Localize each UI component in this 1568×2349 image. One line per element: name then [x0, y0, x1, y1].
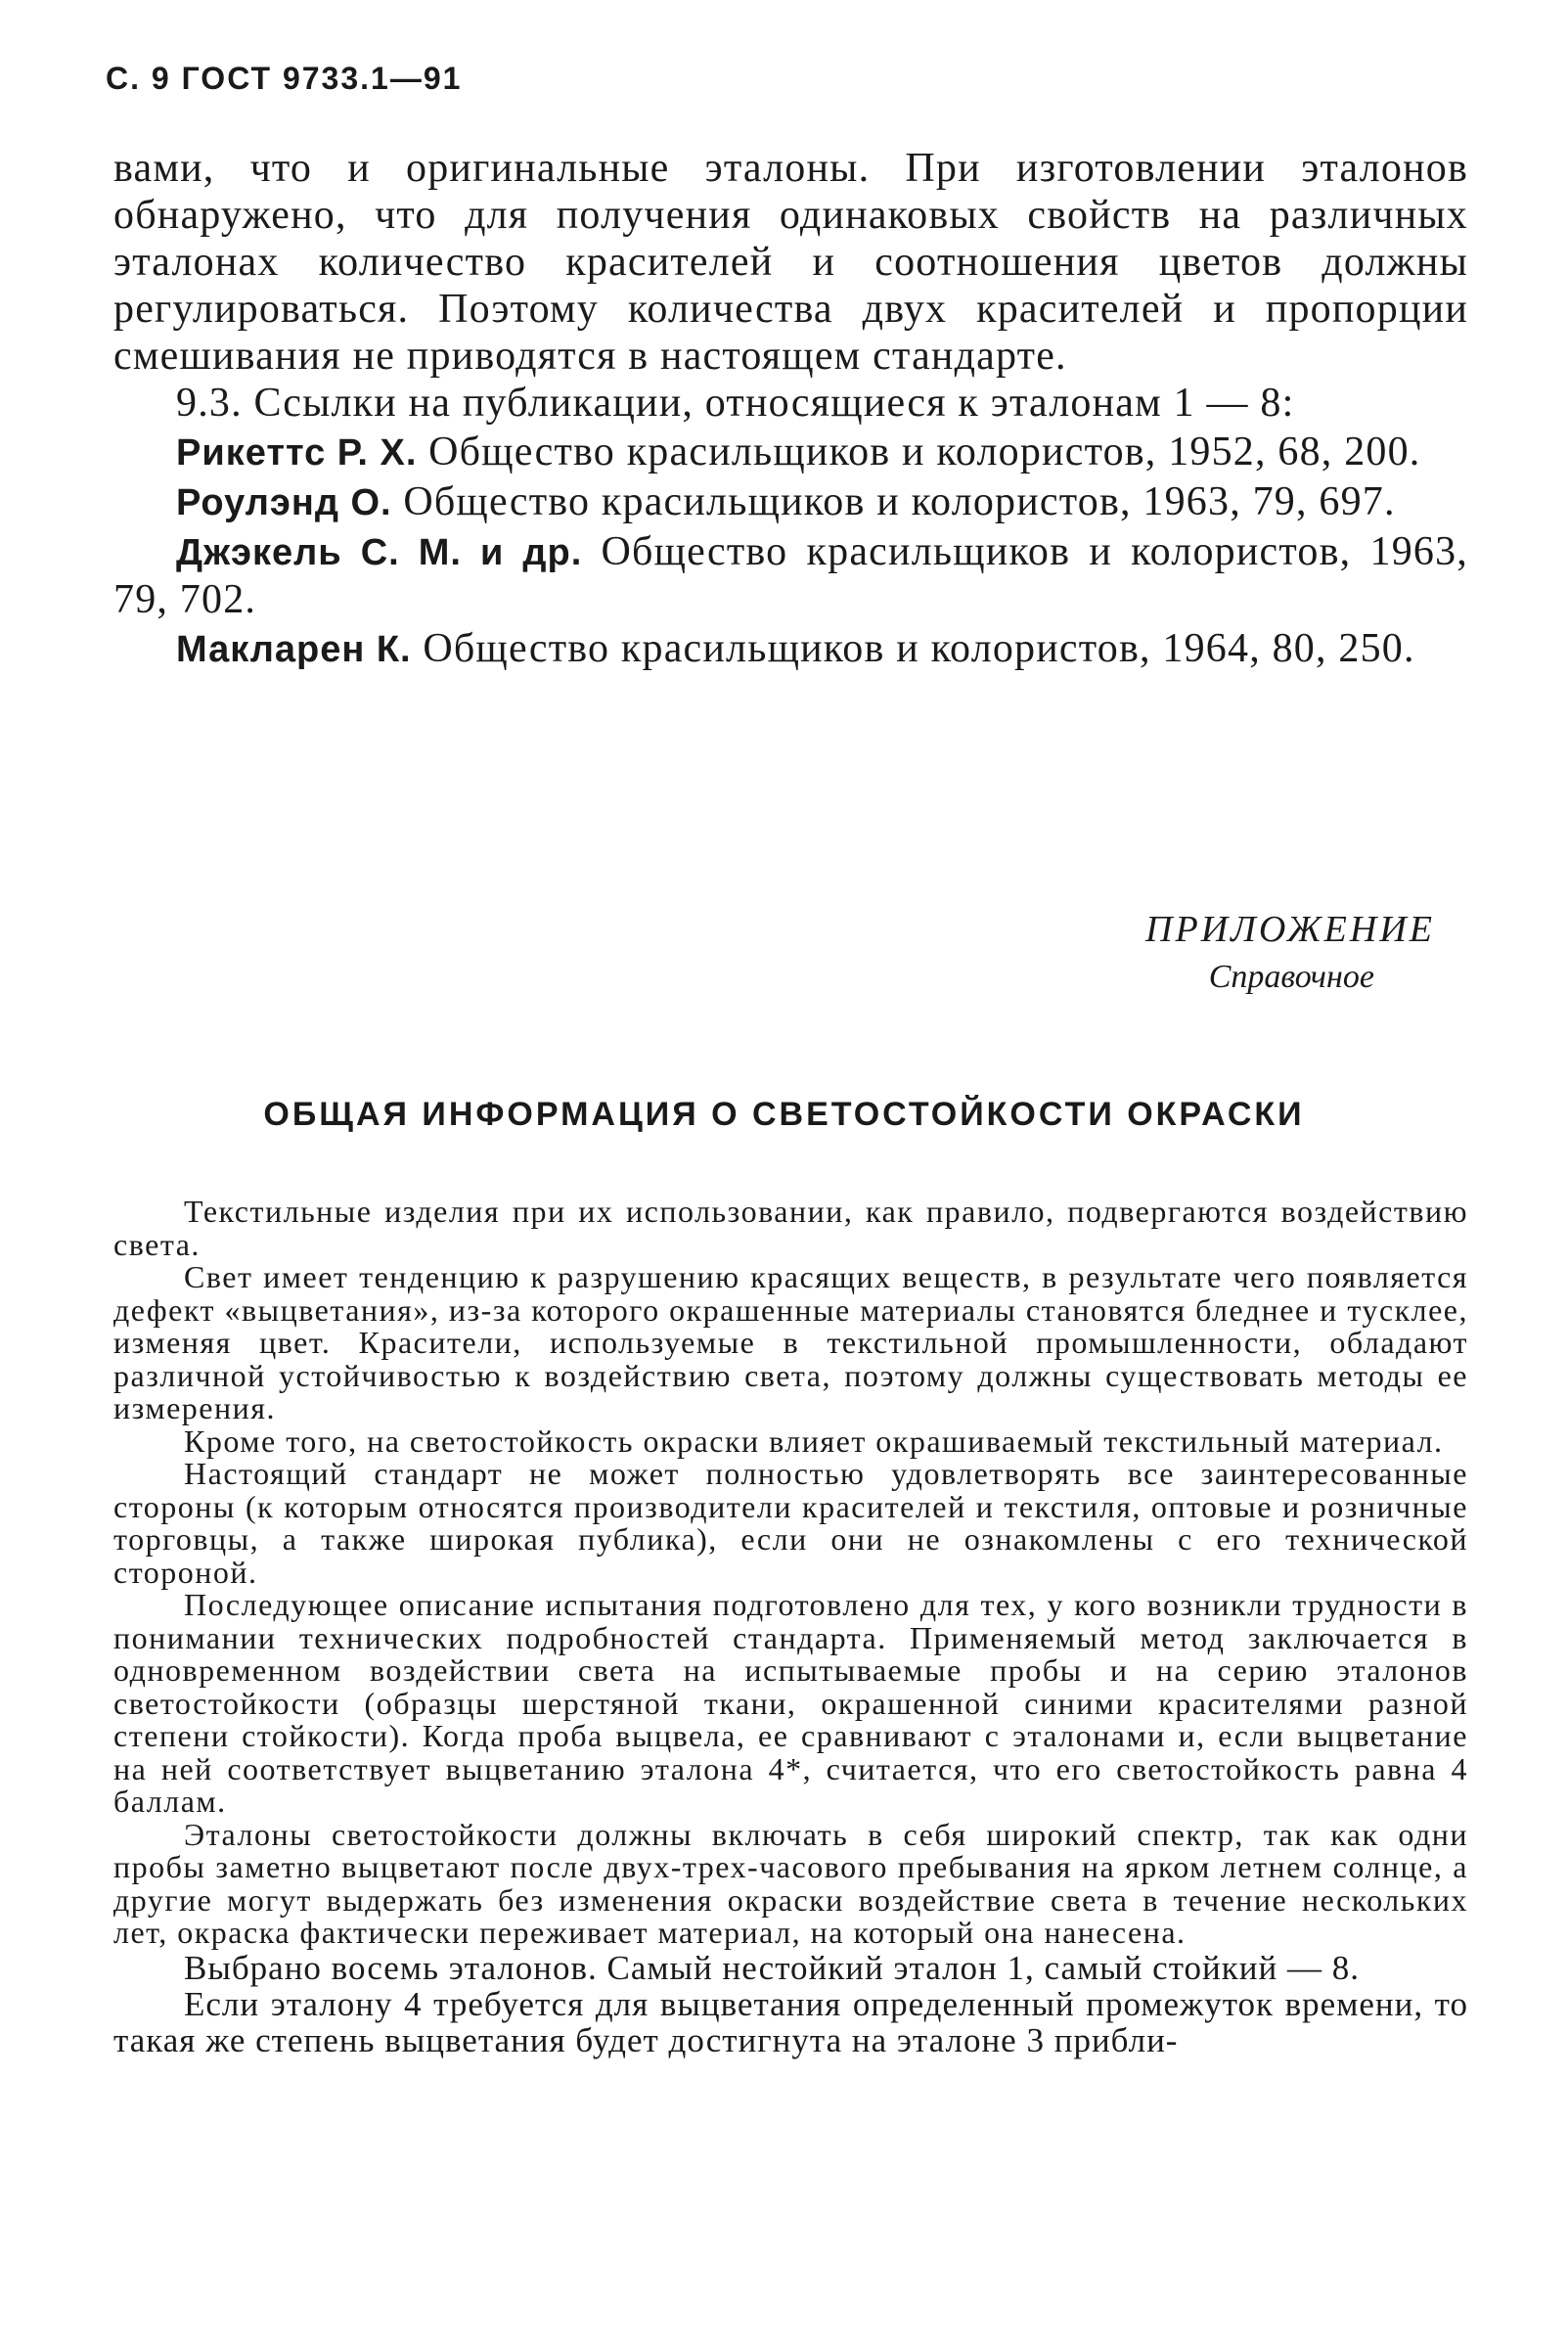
- reference-text: Общество красильщиков и колористов, 1952, 68, 200.: [417, 429, 1421, 474]
- reference-item: [113, 478, 1468, 526]
- body-paragraph: Кроме того, на светостойкость окраски влияет окрашиваемый текстильный материал.: [184, 1423, 1444, 1459]
- reference-text: Общество красильщиков и колористов, 1963, 79, 697.: [391, 479, 1396, 524]
- reference-item: [113, 625, 1468, 673]
- body-paragraph: Настоящий стандарт не может полностью удовлетворять все заинтересованные стороны (к которым относятся производители красителей и текстиля, оптовые и розничные торговцы, а также широкая публика), если они не ознакомлены с его технической стороной.: [113, 1456, 1468, 1590]
- body-paragraph: Эталоны светостойкости должны включать в себя широкий спектр, так как одни пробы заметно выцветают после двух-трех-часового пребывания на ярком летнем солнце, а другие могут выдержать без изменения окраски воздействие света в течение нескольких лет, окраска фактически переживает материал, на который она нанесена.: [113, 1816, 1468, 1950]
- reference-text: Общество красильщиков и колористов, 1963, 79, 702.: [113, 529, 1468, 622]
- clause-9-3: 9.3. Ссылки на публикации, относящиеся к эталонам 1 — 8:: [176, 381, 1295, 426]
- body-paragraph: Если эталону 4 требуется для выцветания определенный промежуток времени, то такая же степень выцветания будет достигнута на эталоне 3 прибли-: [113, 1984, 1468, 2059]
- reference-item: [113, 429, 1468, 476]
- body-paragraph: Свет имеет тенденцию к разрушению красящих веществ, в результате чего появляется дефект «выцветания», из-за которого окрашенные материалы становятся бледнее и тусклее, изменяя цвет. Красители, используемые в текстильной промышленности, обладают различной устойчивостью к воздействию света, поэтому должны существовать методы ее измерения.: [113, 1259, 1468, 1425]
- reference-item: [113, 528, 1468, 623]
- body-paragraph: Последующее описание испытания подготовлено для тех, у кого возникли трудности в понимании технических подробностей стандарта. Применяемый метод заключается в одновременном воздействии света на испытываемые пробы и на серию эталонов светостойкости (образцы шерстяной ткани, окрашенной синими красителями разной степени стойкости). Когда проба выцвела, ее сравнивают с эталонами и, если выцветание на ней соответствует выцветанию эталона 4*, считается, что его светостойкость равна 4 баллам.: [113, 1587, 1468, 1819]
- section-title: ОБЩАЯ ИНФОРМАЦИЯ О СВЕТОСТОЙКОСТИ ОКРАСКИ: [263, 1096, 1305, 1133]
- appendix-type: Справочное: [1208, 959, 1374, 995]
- reference-author: Роулэнд О.: [176, 482, 392, 523]
- reference-author: Рикеттс Р. Х.: [176, 432, 418, 474]
- reference-text: Общество красильщиков и колористов, 1964, 80, 250.: [411, 626, 1415, 671]
- top-text-block: [113, 145, 1468, 673]
- body-paragraph: Выбрано восемь эталонов. Самый нестойкий эталон 1, самый стойкий — 8.: [184, 1948, 1360, 1987]
- reference-author: Макларен К.: [176, 629, 412, 670]
- continuation-paragraph: вами, что и оригинальные эталоны. При изготовлении эталонов обнаружено, что для получения одинаковых свойств на различных эталонах количество красителей и соотношения цветов должны регулироваться. Поэтому количества двух красителей и пропорции смешивания не приводятся в настоящем стандарте.: [113, 146, 1468, 379]
- appendix-heading: [1145, 908, 1435, 996]
- body-paragraph: Текстильные изделия при их использовании, как правило, подвергаются воздействию света.: [113, 1194, 1468, 1262]
- reference-author: Джэкель С. М. и др.: [176, 532, 583, 573]
- appendix-label: ПРИЛОЖЕНИЕ: [1145, 909, 1435, 950]
- section-body: [113, 1196, 1468, 2058]
- running-head: С. 9 ГОСТ 9733.1—91: [106, 61, 463, 96]
